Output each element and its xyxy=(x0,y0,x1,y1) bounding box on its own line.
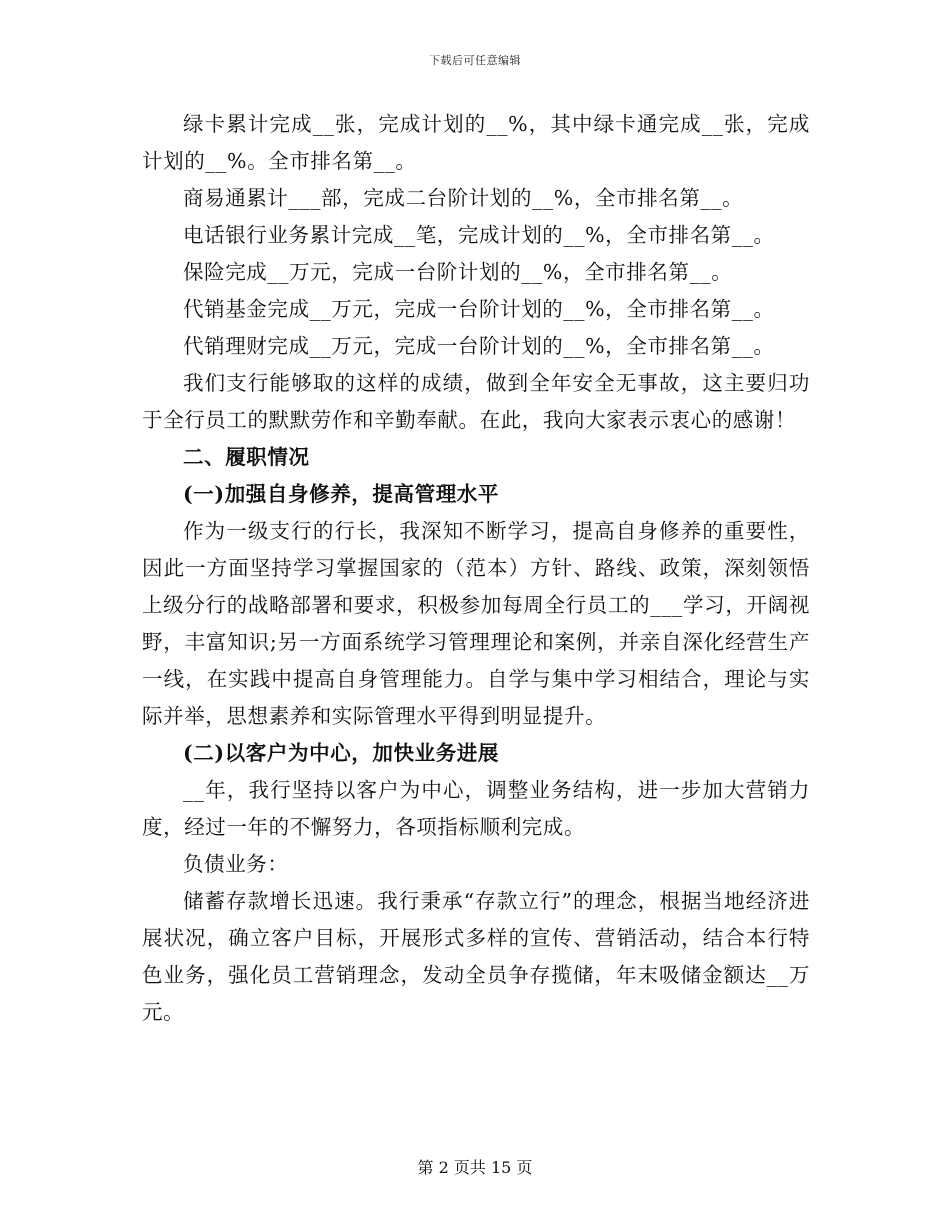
paragraph: 保险完成__万元，完成一台阶计划的__%，全市排名第__。 xyxy=(183,260,733,284)
paragraph: 商易通累计___部，完成二台阶计划的__%，全市排名第__。 xyxy=(183,186,744,210)
section-heading: 二、履职情况 xyxy=(183,445,310,469)
paragraph: __年，我行坚持以客户为中心，调整业务结构，进一步加大营销力度，经过一年的不懈努力，各项指标顺利完成。 xyxy=(142,778,810,839)
paragraph: 储蓄存款增长迅速。我行秉承“存款立行”的理念，根据当地经济进展状况，确立客户目标，开展形式多样的宣传、营销活动，结合本行特色业务，强化员工营销理念，发动全员争存揽储，年末吸储金额达__万元。 xyxy=(142,889,810,1024)
paragraph: 负债业务： xyxy=(183,852,289,876)
paragraph: 代销理财完成__万元，完成一台阶计划的__%，全市排名第__。 xyxy=(183,334,775,358)
subsection-heading: (一)加强自身修养，提高管理水平 xyxy=(183,482,499,506)
paragraph: 作为一级支行的行长，我深知不断学习，提高自身修养的重要性，因此一方面坚持学习掌握国家的（范本）方针、路线、政策，深刻领悟上级分行的战略部署和要求，积极参加每周全行员工的___学习，开阔视野，丰富知识;另一方面系统学习管理理论和案例，并亲自深化经营生产一线，在实践中提高自身管理能力。自学与集中学习相结合，理论与实际并举，思想素养和实际管理水平得到明显提升。 xyxy=(142,519,810,728)
paragraph: 电话银行业务累计完成__笔，完成计划的__%，全市排名第__。 xyxy=(183,223,775,247)
document-body xyxy=(142,106,810,1031)
subsection-heading: (二)以客户为中心，加快业务进展 xyxy=(183,741,499,765)
page-header: 下载后可任意编辑 xyxy=(429,54,521,67)
paragraph: 我们支行能够取的这样的成绩，做到全年安全无事故，这主要归功于全行员工的默默劳作和辛勤奉献。在此，我向大家表示衷心的感谢！ xyxy=(142,371,810,432)
paragraph: 代销基金完成__万元，完成一台阶计划的__%，全市排名第__。 xyxy=(183,297,775,321)
page-footer: 第 2 页共 15 页 xyxy=(417,1158,533,1177)
paragraph: 绿卡累计完成__张，完成计划的__%，其中绿卡通完成__张，完成计划的__%。全市排名第__。 xyxy=(142,112,810,173)
